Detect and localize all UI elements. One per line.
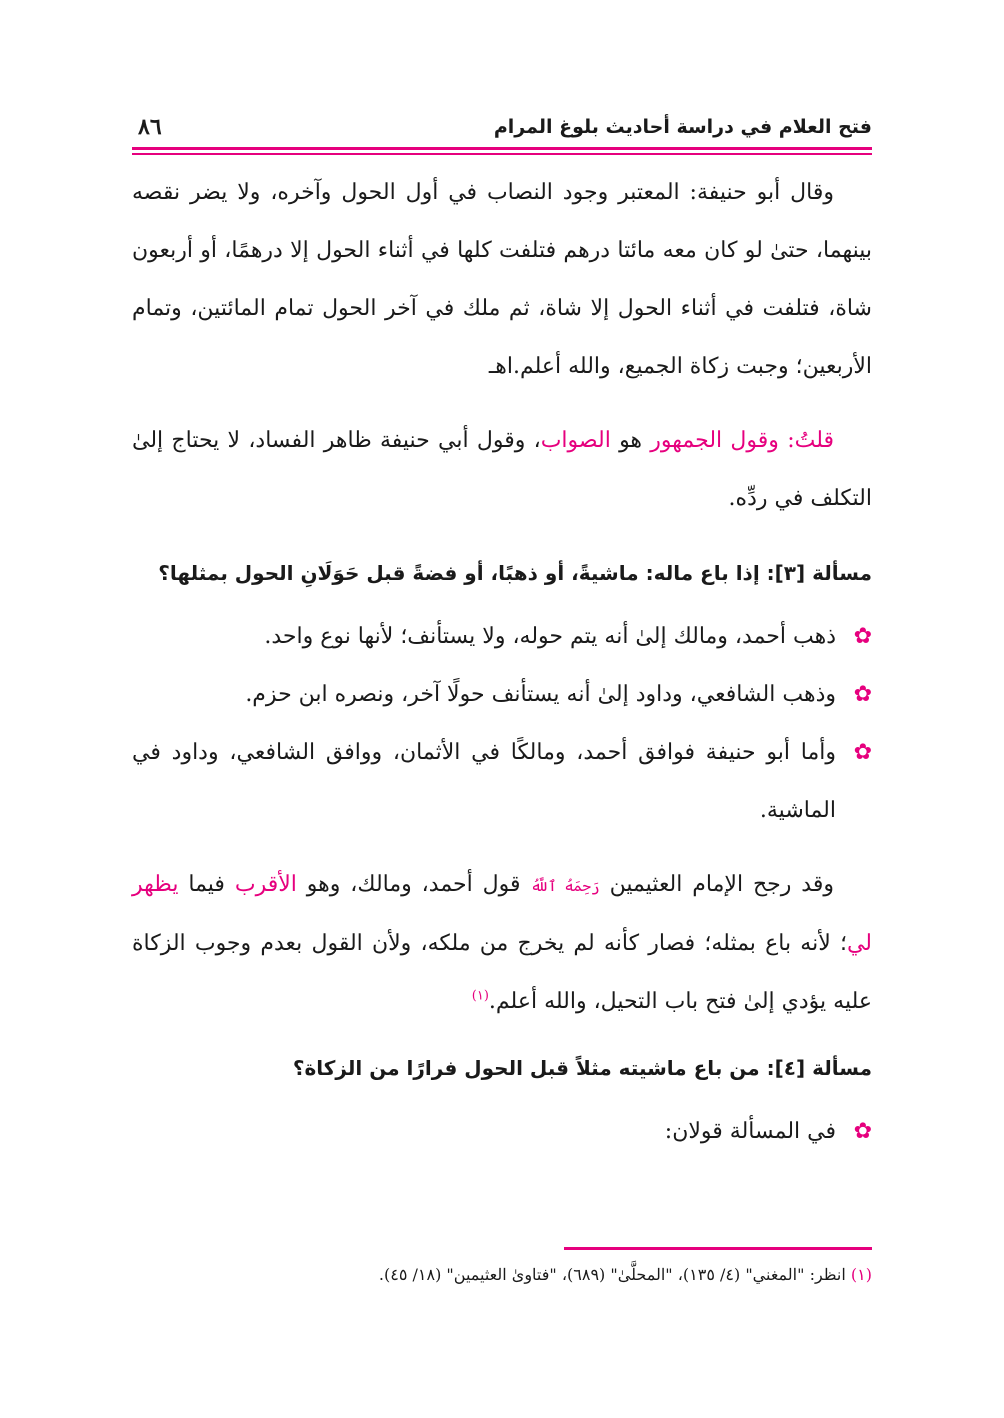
list-item xyxy=(132,666,872,724)
text-span: ؛ لأنه باع بمثله؛ فصار كأنه لم يخرج من ملكه، ولأن القول بعدم وجوب الزكاة عليه يؤدي إلىٰ فتح باب التحيل، والله أعلم. xyxy=(132,931,872,1014)
list-item xyxy=(132,724,872,840)
paragraph-abu-hanifa: وقال أبو حنيفة: المعتبر وجود النصاب في أول الحول وآخره، ولا يضر نقصه بينهما، حتىٰ لو كان معه مائتا درهم فتلفت كلها في أثناء الحول إلا درهمًا، أو أربعون شاة، فتلفت في أثناء الحول إلا شاة، ثم ملك في آخر الحول تمام المائتين، وتمام الأربعين؛ وجبت زكاة الجميع، والله أعلم.اهـ xyxy=(132,180,872,379)
page-body xyxy=(132,164,872,1161)
qultu-label: قلتُ: xyxy=(787,428,835,453)
bullet-text: وأما أبو حنيفة فوافق أحمد، ومالكًا في الأثمان، ووافق الشافعي، وداود في الماشية. xyxy=(132,740,836,823)
question-4-heading: مسألة [٤]: من باع ماشيته مثلاً قبل الحول فرارًا من الزكاة؟ xyxy=(292,1056,872,1080)
paragraph-uthaymin xyxy=(132,856,872,1031)
paragraph-opinion xyxy=(132,412,872,528)
text-span: هو xyxy=(610,428,651,453)
honorific: رَحِمَهُ ٱللَّهُ xyxy=(530,877,600,895)
list-item xyxy=(132,608,872,666)
footnote-rule xyxy=(564,1247,872,1250)
list-item xyxy=(132,1103,872,1161)
text-span: فيما xyxy=(178,872,235,897)
flower-ornament-icon: ✿ xyxy=(853,740,872,765)
question-3-heading: مسألة [٣]: إذا باع ماله: ماشيةً، أو ذهبًا، أو فضةً قبل حَوَلَانِ الحول بمثلها؟ xyxy=(158,561,872,585)
bullet-text: في المسألة قولان: xyxy=(664,1119,836,1144)
text-span: قول أحمد، ومالك، وهو xyxy=(296,872,531,897)
running-header xyxy=(132,112,872,146)
footnote-ref[interactable]: (١) xyxy=(471,988,489,1004)
text-span: وقد رجح الإمام العثيمين xyxy=(599,872,834,897)
book-title: فتح العلام في دراسة أحاديث بلوغ المرام xyxy=(493,116,872,138)
flower-ornament-icon: ✿ xyxy=(853,1119,872,1144)
yazhar-highlight: يظهر لي xyxy=(132,872,872,956)
text-span: ، وقول أبي حنيفة ظاهر الفساد، لا يحتاج إلىٰ التكلف في ردِّه. xyxy=(132,428,872,511)
header-rule-thin xyxy=(132,153,872,155)
aqrab-highlight: الأقرب xyxy=(234,872,297,897)
bullet-text: وذهب الشافعي، وداود إلىٰ أنه يستأنف حولًا آخر، ونصره ابن حزم. xyxy=(245,682,836,707)
flower-ornament-icon: ✿ xyxy=(853,624,872,649)
footnote xyxy=(132,1260,872,1290)
sawab-highlight: الصواب xyxy=(540,428,611,453)
flower-ornament-icon: ✿ xyxy=(853,682,872,707)
page-number: ٨٦ xyxy=(138,114,162,140)
header-rule-thick xyxy=(132,147,872,150)
footnote-text: انظر: "المغني" (٤/ ١٣٥)، "المحلَّىٰ" (٦٨٩)، "فتاوىٰ العثيمين" (١٨/ ٤٥). xyxy=(378,1265,851,1284)
bullet-text: ذهب أحمد، ومالك إلىٰ أنه يتم حوله، ولا يستأنف؛ لأنها نوع واحد. xyxy=(264,624,836,649)
footnote-number: (١) xyxy=(850,1265,872,1284)
jumhur-highlight: وقول الجمهور xyxy=(650,428,779,453)
